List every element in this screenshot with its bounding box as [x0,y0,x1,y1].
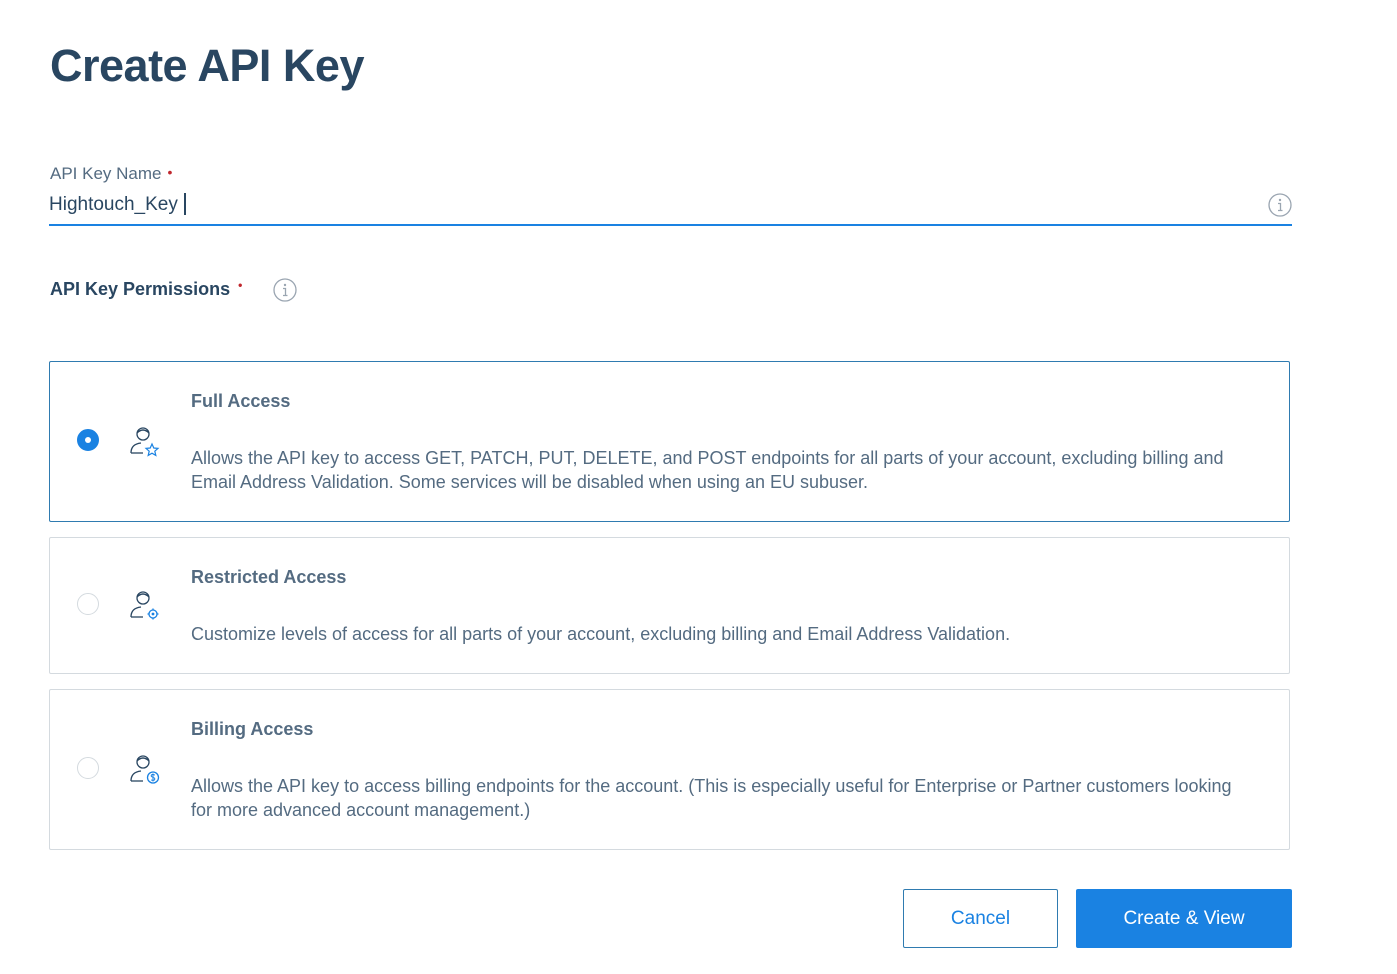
user-dollar-icon [128,752,162,786]
api-key-permissions-label [50,279,242,300]
billing-access-title: Billing Access [191,719,314,739]
full-access-description: Allows the API key to access GET, PATCH, PUT, DELETE, and POST endpoints for all parts of your account, excluding billing and Email Address Validation. Some services will be disabled when using an EU subuser. [191,448,1224,492]
restricted-access-description: Customize levels of access for all parts of your account, excluding billing and Email Address Validation. [191,624,1011,644]
api-key-name-label [50,164,172,184]
user-gear-icon [128,588,162,622]
full-access-radio[interactable] [77,429,99,451]
create-and-view-button[interactable]: Create & View [1076,889,1292,948]
text-caret [184,193,186,215]
info-icon[interactable] [1268,193,1292,217]
billing-access-radio[interactable] [77,757,99,779]
cancel-button[interactable]: Cancel [903,889,1058,948]
api-key-name-field[interactable] [49,188,1292,226]
permission-option-billing-access[interactable] [49,689,1290,850]
restricted-access-radio[interactable] [77,593,99,615]
api-key-name-input[interactable] [49,192,1249,218]
user-star-icon [128,424,162,458]
full-access-title: Full Access [191,391,291,411]
required-marker: • [167,164,173,180]
permission-option-full-access[interactable] [49,361,1290,522]
api-key-name-label-text: API Key Name [50,164,162,183]
billing-access-description: Allows the API key to access billing endpoints for the account. (This is especially useful for Enterprise or Partner customers looking for more advanced account management.) [191,776,1232,820]
api-key-permissions-label-text: API Key Permissions [50,279,231,299]
page-title: Create API Key [50,40,364,91]
required-marker: • [238,278,243,292]
restricted-access-title: Restricted Access [191,567,347,587]
permission-option-restricted-access[interactable] [49,537,1290,674]
permissions-info-icon[interactable] [273,278,297,302]
